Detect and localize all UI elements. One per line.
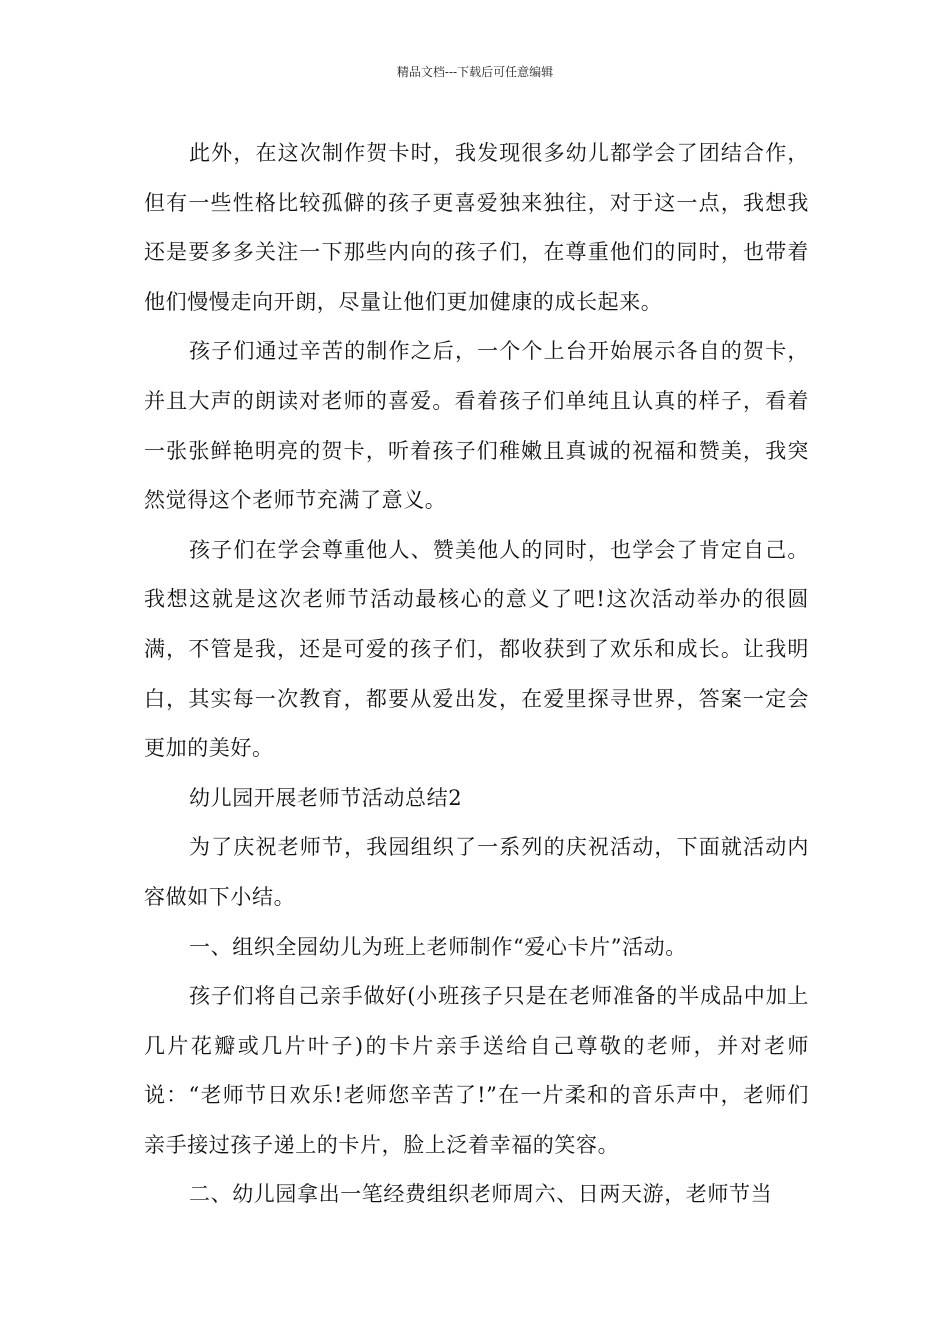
page-header: 精品文档---下载后可任意编辑 (396, 65, 554, 79)
document-body (144, 129, 809, 1220)
item-heading-1: 一、组织全园幼儿为班上老师制作“爱心卡片”活动。 (189, 934, 687, 959)
paragraph-reflection: 孩子们在学会尊重他人、赞美他人的同时，也学会了肯定自己。我想这就是这次老师节活动最核心的意义了吧!这次活动举办的很圆满，不管是我，还是可爱的孩子们，都收获到了欢乐和成长。让我明白，其实每一次教育，都要从爱出发，在爱里探寻世界，答案一定会更加的美好。 (144, 537, 809, 761)
paragraph-card-showcase: 孩子们通过辛苦的制作之后，一个个上台开始展示各自的贺卡，并且大声的朗读对老师的喜爱。看着孩子们单纯且认真的样子，看着一张张鲜艳明亮的贺卡，听着孩子们稚嫩且真诚的祝福和赞美，我突然觉得这个老师节充满了意义。 (144, 339, 809, 513)
section-title: 幼儿园开展老师节活动总结2 (189, 785, 463, 810)
paragraph-intro: 为了庆祝老师节，我园组织了一系列的庆祝活动，下面就活动内容做如下小结。 (144, 835, 809, 909)
paragraph-love-cards: 孩子们将自己亲手做好(小班孩子只是在老师准备的半成品中加上几片花瓣或几片叶子)的卡片亲手送给自己尊敬的老师，并对老师说：“老师节日欢乐!老师您辛苦了!”在一片柔和的音乐声中，老师们亲手接过孩子递上的卡片，脸上泛着幸福的笑容。 (144, 984, 809, 1157)
paragraph-cooperation: 此外，在这次制作贺卡时，我发现很多幼儿都学会了团结合作，但有一些性格比较孤僻的孩子更喜爱独来独往，对于这一点，我想我还是要多多关注一下那些内向的孩子们，在尊重他们的同时，也带着他们慢慢走向开朗，尽量让他们更加健康的成长起来。 (144, 141, 809, 314)
item-heading-2: 二、幼儿园拿出一笔经费组织老师周六、日两天游，老师节当 (189, 1182, 773, 1207)
